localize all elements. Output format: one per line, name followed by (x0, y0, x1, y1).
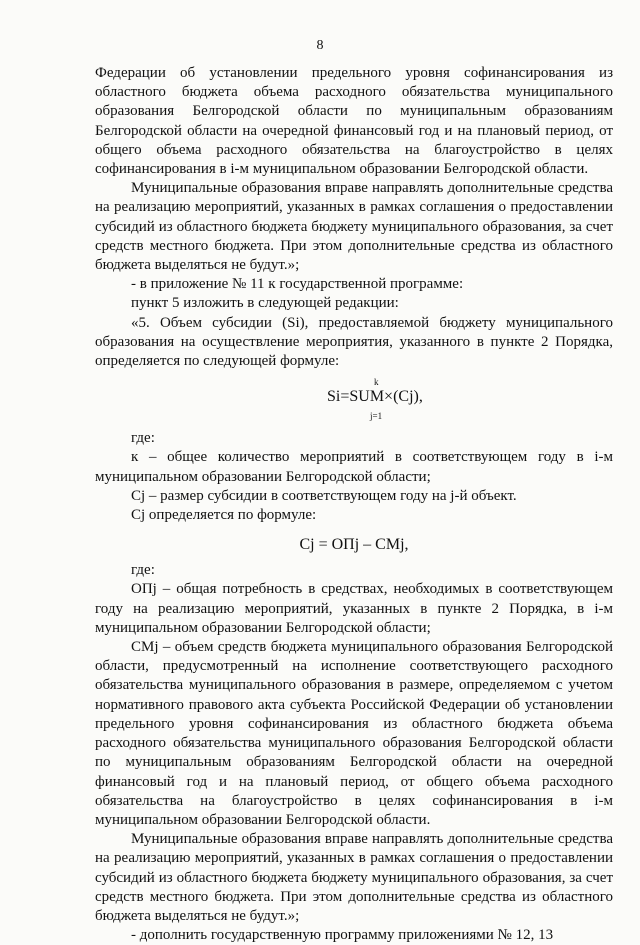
document-body (95, 64, 613, 945)
definition-smj: СМj – объем средств бюджета муниципального образования Белгородской области, предусмотренный на исполнение соответствующего расходного обязательства муниципального образования в размере, определяемом с учетом нормативного правового акта субъекта Российской Федерации об установлении предельного уровня софинансирования из областного бюджета объема расходного обязательства муниципального образования Белгородской области по муниципальным образованиям Белгородской области на очередной финансовый год и на плановый период, от общего объема расходного обязательства на благоустройство в целях софинансирования в i-м муниципальном образовании Белгородской области. (95, 639, 613, 828)
paragraph-appendices-12-13: - дополнить государственную программу приложениями № 12, 13 (131, 927, 554, 944)
formula-sum-lower-limit: j=1 (370, 411, 383, 422)
definition-k: к – общее количество мероприятий в соответствующем году в i-м муниципальном образовании Белгородской области; (95, 449, 613, 485)
page-number: 8 (316, 38, 324, 53)
paragraph-continuation: Федерации об установлении предельного уровня софинансирования из областного бюджета объема расходного обязательства муниципального образования Белгородской области по муниципальным образованиям Белгородской области на очередной финансовый год и на плановый период, от общего объема расходного обязательства на благоустройство в целях софинансирования в i-м муниципальном образовании Белгородской области. (95, 65, 613, 178)
where-label: где: (131, 430, 155, 447)
where-label-2: где: (131, 562, 155, 579)
formula-cj: Cj = ОПj – СМj, (299, 536, 409, 554)
paragraph-appendix-11: - в приложение № 11 к государственной программе: (131, 276, 464, 293)
paragraph-subsidy-volume: «5. Объем субсидии (Si), предоставляемой бюджету муниципального образования на осуществление мероприятия, указанного в пункте 2 Порядка, определяется по следующей формуле: (95, 314, 613, 370)
definition-opj: ОПj – общая потребность в средствах, необходимых в соответствующем году на реализацию мероприятий, указанных в пункте 2 Порядка, в i-м муниципальном образовании Белгородской области; (95, 581, 613, 636)
paragraph-additional-funds: Муниципальные образования вправе направлять дополнительные средства на реализацию мероприятий, указанных в рамках соглашения о предоставлении субсидий из областного бюджета бюджету муниципального образования, за счет средств местного бюджета. При этом дополнительные средства из областного бюджета выделяться не будут.»; (95, 180, 613, 274)
formula-sum-upper-limit: k (374, 377, 379, 388)
cj-formula-intro: Cj определяется по формуле: (131, 507, 317, 524)
formula-si-expression: Si=SUM×(Cj), (327, 388, 423, 406)
definition-cj: Cj – размер субсидии в соответствующем году на j-й объект. (131, 487, 517, 504)
paragraph-point-5: пункт 5 изложить в следующей редакции: (131, 295, 399, 312)
formula-si (95, 371, 613, 429)
paragraph-additional-funds-2: Муниципальные образования вправе направлять дополнительные средства на реализацию мероприятий, указанных в рамках соглашения о предоставлении субсидий из областного бюджета бюджету муниципального образования, за счет средств местного бюджета. При этом дополнительные средства из областного бюджета выделяться не будут.»; (95, 831, 613, 924)
